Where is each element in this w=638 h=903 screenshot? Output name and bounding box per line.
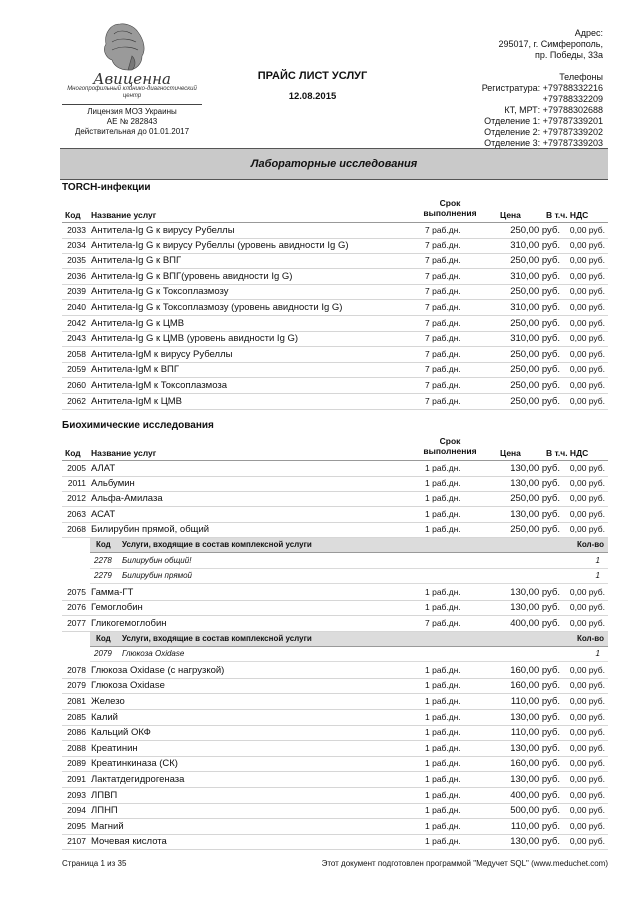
- table-row: [62, 507, 608, 523]
- table-row: [62, 238, 608, 254]
- table-row: [62, 788, 608, 804]
- table-row: [62, 331, 608, 347]
- sub-col-code: Код: [96, 540, 111, 549]
- service-name: Гемоглобин: [91, 602, 143, 614]
- service-term: 1 раб.дн.: [425, 696, 461, 706]
- service-code: 2033: [67, 225, 86, 235]
- table-row: [62, 772, 608, 788]
- service-code: 2081: [67, 696, 86, 706]
- service-price: 400,00 руб.: [510, 618, 560, 629]
- service-price: 250,00 руб.: [510, 317, 560, 329]
- service-term: 1 раб.дн.: [425, 774, 461, 784]
- service-term: 1 раб.дн.: [425, 463, 461, 473]
- service-name: Антитела-Ig G к ВПГ(уровень авидности Ig G): [91, 270, 293, 282]
- service-name: Антитела-IgM к вирусу Рубеллы: [91, 348, 233, 360]
- sub-service-qty: 1: [595, 649, 600, 659]
- table-row: [62, 725, 608, 741]
- sub-service-qty: 1: [595, 555, 600, 565]
- service-name: Калий: [91, 711, 118, 723]
- col-name: Название услуг: [91, 448, 157, 458]
- table-row: [62, 600, 608, 616]
- sub-col-name: Услуги, входящие в состав комплексной услуги: [122, 540, 312, 549]
- service-code: 2012: [67, 493, 86, 504]
- service-price: 250,00 руб.: [510, 395, 560, 407]
- table-row: [62, 585, 608, 601]
- phone-line: КТ, МРТ: +79788302688: [504, 105, 603, 115]
- service-price: 500,00 руб.: [510, 805, 560, 817]
- service-vat: 0,00 руб.: [569, 696, 605, 706]
- service-term: 1 раб.дн.: [425, 664, 461, 675]
- service-vat: 0,00 руб.: [569, 477, 605, 488]
- table-row: [62, 803, 608, 819]
- service-code: 2062: [67, 395, 86, 406]
- service-code: 2094: [67, 805, 86, 816]
- phone-line: Регистратура: +79788332216: [481, 83, 603, 93]
- table-row: [62, 710, 608, 726]
- service-vat: 0,00 руб.: [569, 302, 605, 312]
- service-price: 110,00 руб.: [510, 820, 560, 832]
- service-term: 7 раб.дн.: [425, 286, 461, 297]
- table-row: [62, 476, 608, 492]
- section-title: TORCH-инфекции: [62, 182, 151, 193]
- service-price: 310,00 руб.: [510, 302, 560, 313]
- table-row: [62, 741, 608, 757]
- sub-service-name: Билирубин прямой: [122, 571, 192, 581]
- subtable-header: [90, 632, 608, 647]
- service-name: АЛАТ: [91, 463, 116, 474]
- service-price: 130,00 руб.: [510, 774, 560, 785]
- service-term: 7 раб.дн.: [425, 364, 461, 375]
- logo-tagline: Многопрофильный клинико-диагностический центр: [67, 86, 197, 99]
- service-name: Антитела-Ig G к вирусу Рубеллы (уровень авидности Ig G): [91, 239, 349, 251]
- table-row: [62, 253, 608, 269]
- sub-col-qty: Кол-во: [576, 633, 604, 643]
- service-code: 2079: [67, 680, 86, 691]
- service-price: 400,00 руб.: [510, 789, 560, 801]
- table-header: [62, 434, 608, 460]
- service-vat: 0,00 руб.: [569, 317, 605, 328]
- service-price: 250,00 руб.: [510, 493, 560, 505]
- service-price: 310,00 руб.: [510, 270, 560, 282]
- table-row: [62, 394, 608, 410]
- service-vat: 0,00 руб.: [569, 239, 605, 250]
- service-name: Альбумин: [91, 477, 135, 489]
- service-vat: 0,00 руб.: [569, 618, 605, 628]
- table-row: [62, 834, 608, 850]
- service-term: 7 раб.дн.: [425, 255, 461, 266]
- service-name: Гамма-ГТ: [91, 586, 134, 598]
- service-price: 250,00 руб.: [510, 348, 560, 360]
- service-vat: 0,00 руб.: [569, 664, 605, 675]
- service-term: 1 раб.дн.: [425, 836, 461, 847]
- service-vat: 0,00 руб.: [569, 742, 605, 753]
- service-code: 2034: [67, 239, 86, 250]
- service-term: 1 раб.дн.: [425, 680, 461, 691]
- service-vat: 0,00 руб.: [569, 820, 605, 831]
- subtable-row: [90, 554, 608, 569]
- subtable-header: [90, 538, 608, 553]
- col-name: Название услуг: [91, 210, 157, 220]
- service-term: 7 раб.дн.: [425, 395, 461, 406]
- col-term: Срок выполнения: [423, 436, 477, 456]
- subtable-row: [90, 569, 608, 584]
- address-line: Адрес:: [574, 28, 603, 38]
- service-term: 1 раб.дн.: [425, 493, 461, 504]
- service-code: 2091: [67, 774, 86, 784]
- service-term: 1 раб.дн.: [425, 742, 461, 753]
- service-vat: 0,00 руб.: [569, 805, 605, 816]
- service-vat: 0,00 руб.: [569, 493, 605, 504]
- sub-service-code: 2079: [94, 649, 112, 659]
- table-row: [62, 300, 608, 316]
- table-row: [62, 663, 608, 679]
- service-name: Кальций ОКФ: [91, 727, 151, 739]
- service-code: 2063: [67, 508, 86, 519]
- document-title: ПРАЙС ЛИСТ УСЛУГ: [257, 70, 368, 82]
- subtable-row: [90, 647, 608, 662]
- table-row: [62, 269, 608, 285]
- service-term: 1 раб.дн.: [425, 586, 461, 597]
- service-price: 250,00 руб.: [510, 286, 560, 298]
- service-term: 7 раб.дн.: [425, 380, 461, 390]
- service-price: 310,00 руб.: [510, 239, 560, 251]
- service-code: 2078: [67, 664, 86, 675]
- service-price: 130,00 руб.: [510, 711, 560, 723]
- service-term: 1 раб.дн.: [425, 524, 461, 535]
- service-name: Глюкоза Oxidase: [91, 680, 165, 692]
- service-vat: 0,00 руб.: [569, 602, 605, 613]
- service-name: Антитела-IgM к ВПГ: [91, 364, 180, 376]
- sub-service-code: 2278: [94, 555, 112, 565]
- service-vat: 0,00 руб.: [569, 774, 605, 784]
- service-term: 7 раб.дн.: [425, 348, 461, 359]
- service-term: 1 раб.дн.: [425, 711, 461, 722]
- sub-service-name: Билирубин общий!: [122, 555, 192, 565]
- service-vat: 0,00 руб.: [569, 758, 605, 769]
- service-code: 2089: [67, 758, 86, 769]
- service-name: ЛПВП: [91, 789, 118, 801]
- service-vat: 0,00 руб.: [569, 463, 605, 473]
- service-vat: 0,00 руб.: [569, 225, 605, 235]
- service-name: Креатинин: [91, 742, 138, 754]
- table-row: [62, 616, 608, 632]
- service-code: 2086: [67, 727, 86, 738]
- service-price: 130,00 руб.: [510, 742, 560, 754]
- service-price: 310,00 руб.: [510, 333, 560, 345]
- service-vat: 0,00 руб.: [569, 255, 605, 266]
- service-code: 2093: [67, 789, 86, 800]
- service-code: 2058: [67, 348, 86, 359]
- phone-line: +79788332209: [542, 94, 603, 104]
- service-vat: 0,00 руб.: [569, 680, 605, 691]
- service-vat: 0,00 руб.: [569, 348, 605, 359]
- service-code: 2005: [67, 463, 86, 473]
- service-price: 250,00 руб.: [510, 225, 560, 236]
- service-term: 7 раб.дн.: [425, 239, 461, 250]
- service-name: Билирубин прямой, общий: [91, 524, 210, 536]
- service-vat: 0,00 руб.: [569, 789, 605, 800]
- service-code: 2075: [67, 586, 86, 597]
- service-code: 2060: [67, 380, 86, 390]
- license-line: Лицензия МОЗ Украины: [87, 107, 177, 116]
- service-price: 160,00 руб.: [510, 758, 560, 770]
- category-banner: [60, 148, 608, 180]
- service-name: Антитела-Ig G к ВПГ: [91, 255, 182, 267]
- service-code: 2035: [67, 255, 86, 266]
- service-code: 2059: [67, 364, 86, 375]
- table-row: [62, 819, 608, 835]
- table-row: [62, 316, 608, 332]
- service-name: Альфа-Амилаза: [91, 493, 163, 505]
- page-counter: Страница 1 из 35: [62, 859, 127, 868]
- service-term: 7 раб.дн.: [425, 302, 461, 312]
- service-code: 2076: [67, 602, 86, 613]
- service-vat: 0,00 руб.: [569, 836, 605, 847]
- service-price: 130,00 руб.: [510, 463, 560, 474]
- service-price: 250,00 руб.: [510, 364, 560, 376]
- service-price: 160,00 руб.: [510, 664, 560, 676]
- table-row: [62, 694, 608, 710]
- sub-col-name: Услуги, входящие в состав комплексной услуги: [122, 633, 312, 643]
- sub-col-qty: Кол-во: [576, 540, 604, 549]
- table-header: [62, 196, 608, 222]
- col-vat: В т.ч. НДС: [546, 210, 589, 220]
- address-line: 295017, г. Симферополь,: [498, 39, 603, 49]
- service-name: Креатинкиназа (СК): [91, 758, 178, 770]
- sub-service-name: Глюкоза Oxidase: [122, 649, 185, 659]
- address-block: [403, 28, 603, 61]
- col-term: Срок выполнения: [423, 198, 477, 218]
- generator-note: Этот документ подготовлен программой "Медучет SQL" (www.meduchet.com): [321, 859, 608, 868]
- service-vat: 0,00 руб.: [569, 711, 605, 722]
- sub-col-code: Код: [96, 633, 111, 643]
- col-code: Код: [65, 210, 81, 220]
- service-price: 130,00 руб.: [510, 508, 560, 520]
- service-price: 130,00 руб.: [510, 836, 560, 848]
- table-row: [62, 460, 608, 477]
- table-row: [62, 284, 608, 300]
- service-name: Мочевая кислота: [91, 836, 167, 848]
- service-vat: 0,00 руб.: [569, 508, 605, 519]
- table-row: [62, 756, 608, 772]
- service-code: 2068: [67, 524, 86, 535]
- service-term: 7 раб.дн.: [425, 333, 461, 344]
- col-price: Цена: [500, 210, 521, 220]
- service-price: 130,00 руб.: [510, 602, 560, 614]
- service-name: Железо: [91, 696, 125, 707]
- service-term: 1 раб.дн.: [425, 508, 461, 519]
- service-term: 1 раб.дн.: [425, 758, 461, 769]
- section-title: Биохимические исследования: [62, 420, 214, 431]
- service-price: 110,00 руб.: [510, 727, 560, 739]
- service-vat: 0,00 руб.: [569, 380, 605, 390]
- service-vat: 0,00 руб.: [569, 586, 605, 597]
- service-code: 2107: [67, 836, 86, 847]
- service-price: 250,00 руб.: [510, 524, 560, 536]
- service-name: Антитела-Ig G к ЦМВ: [91, 317, 185, 329]
- service-vat: 0,00 руб.: [569, 524, 605, 535]
- license-line: АЕ № 282843: [106, 117, 158, 126]
- service-price: 130,00 руб.: [510, 477, 560, 489]
- service-term: 7 раб.дн.: [425, 270, 461, 281]
- col-price: Цена: [500, 448, 521, 458]
- license-info: [62, 104, 202, 137]
- service-name: Антитела-Ig G к вирусу Рубеллы: [91, 225, 235, 236]
- col-vat: В т.ч. НДС: [546, 448, 589, 458]
- service-price: 110,00 руб.: [510, 696, 560, 707]
- service-term: 1 раб.дн.: [425, 789, 461, 800]
- service-name: Лактатдегидрогеназа: [91, 774, 185, 785]
- phone-line: Телефоны: [559, 72, 603, 82]
- address-line: пр. Победы, 33а: [535, 50, 603, 60]
- license-line: Действительная до 01.01.2017: [74, 127, 190, 136]
- service-price: 250,00 руб.: [510, 380, 560, 391]
- phone-line: Отделение 2: +79787339202: [484, 127, 603, 137]
- service-code: 2088: [67, 742, 86, 753]
- service-code: 2077: [67, 618, 86, 628]
- service-name: ЛПНП: [91, 805, 118, 817]
- table-row: [62, 347, 608, 363]
- service-code: 2040: [67, 302, 86, 312]
- service-term: 7 раб.дн.: [425, 225, 461, 235]
- phones-block: [383, 72, 603, 149]
- service-name: Антитела-IgM к ЦМВ: [91, 395, 182, 407]
- service-code: 2043: [67, 333, 86, 344]
- svg-text:Авиценна: Авиценна: [93, 70, 171, 88]
- service-name: Антитела-Ig G к Токсоплазмозу: [91, 286, 229, 298]
- service-vat: 0,00 руб.: [569, 333, 605, 344]
- service-term: 1 раб.дн.: [425, 602, 461, 613]
- document-date: 12.08.2015: [288, 91, 337, 102]
- sub-service-qty: 1: [595, 571, 600, 581]
- phone-line: Отделение 3: +79787339203: [484, 138, 603, 148]
- service-code: 2039: [67, 286, 86, 297]
- table-row: [62, 222, 608, 239]
- service-code: 2085: [67, 711, 86, 722]
- service-name: Магний: [91, 820, 124, 832]
- service-term: 7 раб.дн.: [425, 317, 461, 328]
- service-price: 250,00 руб.: [510, 255, 560, 267]
- sub-service-code: 2279: [94, 571, 112, 581]
- service-code: 2011: [67, 477, 86, 488]
- table-row: [62, 522, 608, 538]
- table-row: [62, 378, 608, 394]
- service-term: 1 раб.дн.: [425, 820, 461, 831]
- service-price: 130,00 руб.: [510, 586, 560, 598]
- service-term: 1 раб.дн.: [425, 805, 461, 816]
- service-term: 7 раб.дн.: [425, 618, 461, 628]
- table-row: [62, 491, 608, 507]
- service-vat: 0,00 руб.: [569, 364, 605, 375]
- service-term: 1 раб.дн.: [425, 727, 461, 738]
- service-vat: 0,00 руб.: [569, 395, 605, 406]
- table-row: [62, 678, 608, 694]
- service-code: 2095: [67, 820, 86, 831]
- col-code: Код: [65, 448, 81, 458]
- service-term: 1 раб.дн.: [425, 477, 461, 488]
- phone-line: Отделение 1: +79787339201: [484, 116, 603, 126]
- category-title: Лабораторные исследования: [250, 158, 418, 170]
- service-code: 2042: [67, 317, 86, 328]
- service-name: Антитела-Ig G к ЦМВ (уровень авидности Ig G): [91, 333, 299, 345]
- service-name: Антитела-Ig G к Токсоплазмозу (уровень авидности Ig G): [91, 302, 343, 313]
- service-vat: 0,00 руб.: [569, 286, 605, 297]
- service-vat: 0,00 руб.: [569, 270, 605, 281]
- service-name: АСАТ: [91, 508, 116, 520]
- service-vat: 0,00 руб.: [569, 727, 605, 738]
- service-code: 2036: [67, 270, 86, 281]
- service-name: Глюкоза Oxidase (с нагрузкой): [91, 664, 225, 676]
- service-price: 160,00 руб.: [510, 680, 560, 692]
- table-row: [62, 362, 608, 378]
- service-name: Гликогемоглобин: [91, 618, 167, 629]
- service-name: Антитела-IgM к Токсоплазмоза: [91, 380, 228, 391]
